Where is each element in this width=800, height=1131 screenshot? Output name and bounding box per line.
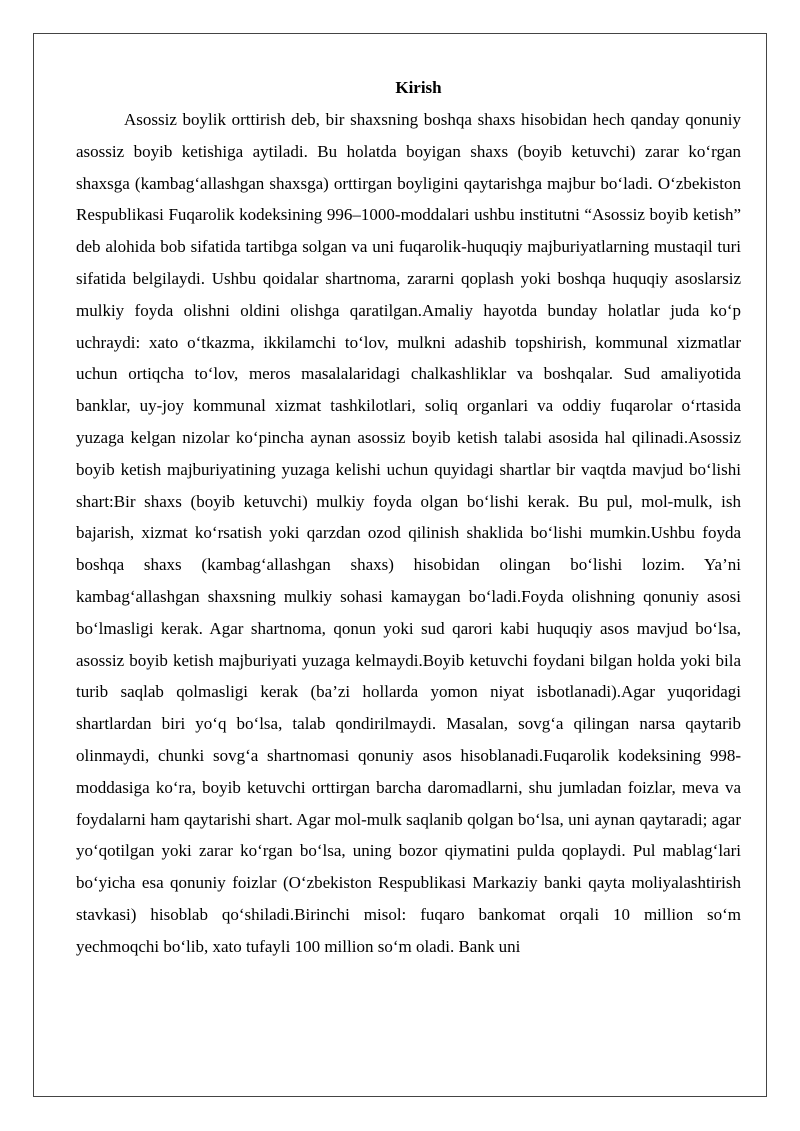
document-title: Kirish: [395, 78, 442, 97]
document-content: [76, 72, 741, 963]
body-paragraph: Asossiz boylik orttirish deb, bir shaxsning boshqa shaxs hisobidan hech qanday qonuniy asossiz boyib ketishiga aytiladi. Bu holatda boyigan shaxs (boyib ketuvchi) zarar koʻrgan shaxsga (kambagʻallashgan shaxsga) orttirgan boyligini qaytarishga majbur boʻladi. Oʻzbekiston Respublikasi Fuqarolik kodeksining 996–1000-moddalari ushbu institutni “Asossiz boyib ketish” deb alohida bob sifatida tartibga solgan va uni fuqarolik-huquqiy majburiyatlarning mustaqil turi sifatida belgilaydi. Ushbu qoidalar shartnoma, zararni qoplash yoki boshqa huquqiy asoslarsiz mulkiy foyda olishni oldini olishga qaratilgan.Amaliy hayotda bunday holatlar juda koʻp uchraydi: xato oʻtkazma, ikkilamchi toʻlov, mulkni adashib topshirish, kommunal xizmatlar uchun ortiqcha toʻlov, meros masalalaridagi chalkashliklar va boshqalar. Sud amaliyotida banklar, uy-joy kommunal xizmat tashkilotlari, soliq organlari va oddiy fuqarolar oʻrtasida yuzaga kelgan nizolar koʻpincha aynan asossiz boyib ketish talabi asosida hal qilinadi.Asossiz boyib ketish majburiyatining yuzaga kelishi uchun quyidagi shartlar bir vaqtda mavjud boʻlishi shart:Bir shaxs (boyib ketuvchi) mulkiy foyda olgan boʻlishi kerak. Bu pul, mol-mulk, ish bajarish, xizmat koʻrsatish yoki qarzdan ozod qilinish shaklida boʻlishi mumkin.Ushbu foyda boshqa shaxs (kambagʻallashgan shaxs) hisobidan olingan boʻlishi lozim. Ya’ni kambagʻallashgan shaxsning mulkiy sohasi kamaygan boʻladi.Foyda olishning qonuniy asosi boʻlmasligi kerak. Agar shartnoma, qonun yoki sud qarori kabi huquqiy asos mavjud boʻlsa, asossiz boyib ketish majburiyati yuzaga kelmaydi.Boyib ketuvchi foydani bilgan holda yoki bila turib saqlab qolmasligi kerak (ba’zi hollarda yomon niyat isbotlanadi).Agar yuqoridagi shartlardan biri yoʻq boʻlsa, talab qondirilmaydi. Masalan, sovgʻa qilingan narsa qaytarib olinmaydi, chunki sovgʻa shartnomasi qonuniy asos hisoblanadi.Fuqarolik kodeksining 998-moddasiga koʻra, boyib ketuvchi orttirgan barcha daromadlarni, shu jumladan foizlar, meva va foydalarni ham qaytarishi shart. Agar mol-mulk saqlanib qolgan boʻlsa, uni aynan qaytaradi; agar yoʻqotilgan yoki zarar koʻrgan boʻlsa, uning bozor qiymatini pulda qoplaydi. Pul mablagʻlari boʻyicha esa qonuniy foizlar (Oʻzbekiston Respublikasi Markaziy banki qayta moliyalashtirish stavkasi) hisoblab qoʻshiladi.Birinchi misol: fuqaro bankomat orqali 10 million soʻm yechmoqchi boʻlib, xato tufayli 100 million soʻm oladi. Bank uni: [76, 110, 741, 956]
